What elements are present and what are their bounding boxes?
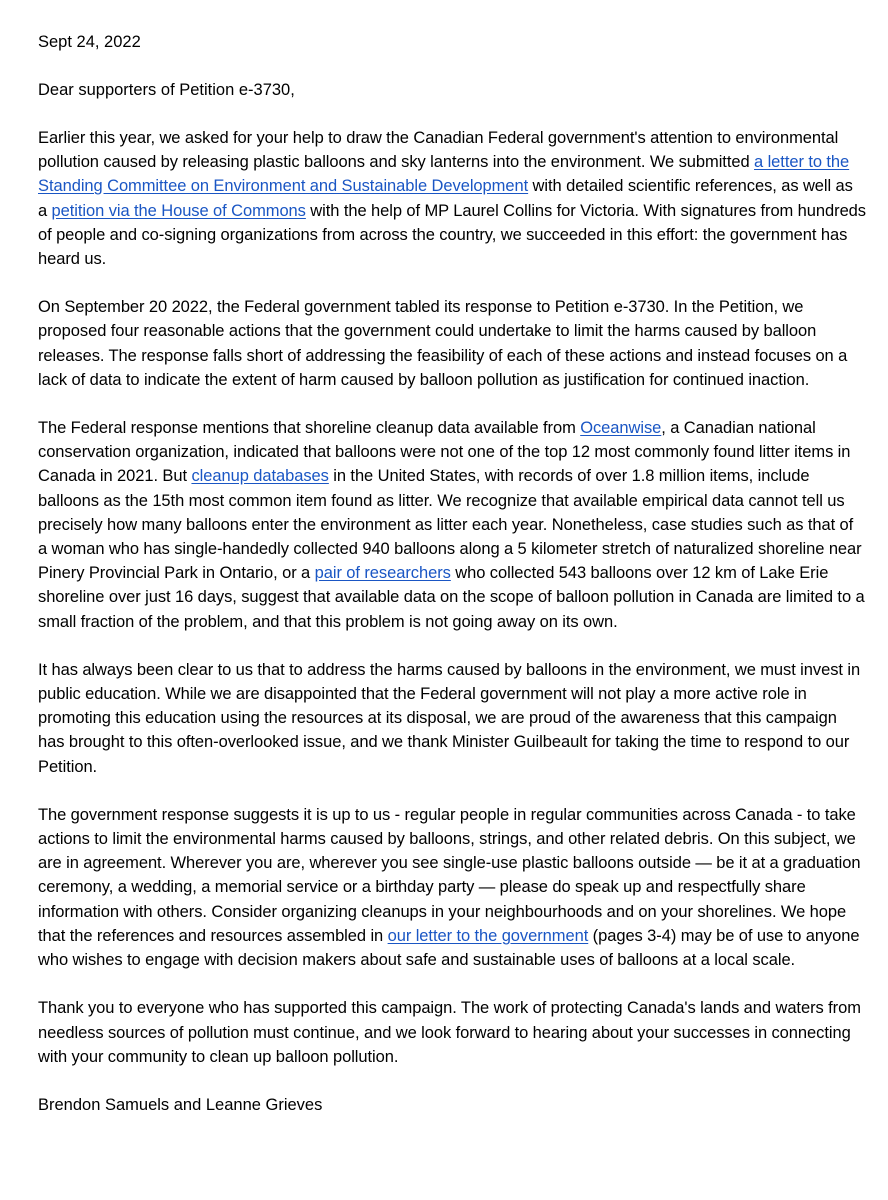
link-our-letter-to-the-government[interactable]: our letter to the government (387, 926, 589, 945)
paragraph-3 (38, 416, 866, 634)
paragraph-5-text-segment-2: (pages 3-4) may be of use to anyone who wishes to engage with decision makers about safe and sustainable uses of balloons at a local scale. (38, 926, 860, 970)
link-oceanwise[interactable]: Oceanwise (580, 419, 662, 438)
letter-salutation: Dear supporters of Petition e-3730, (38, 81, 295, 99)
link-petition-house-of-commons[interactable]: petition via the House of Commons (51, 201, 306, 220)
paragraph-3-text-segment-3: in the United States, with records of over 1.8 million items, include balloons as the 15th most common item found as litter. We recognize that available empirical data cannot tell us precisely how many balloons enter the environment as litter each year. Nonetheless, case studies such as that of a woman who has single-handedly collected 940 balloons along a 5 kilometer stretch of naturalized shoreline near Pinery Provincial Park in Ontario, or a (38, 467, 862, 583)
paragraph-3-text-segment-1: The Federal response mentions that shoreline cleanup data available from (38, 419, 581, 438)
paragraph-3-text-segment-2: , a Canadian national conservation organization, indicated that balloons were not one of the top 12 most commonly found litter items in Canada in 2021. But (38, 419, 851, 486)
paragraph-4-text: It has always been clear to us that to address the harms caused by balloons in the environment, we must invest in public education. While we are disappointed that the Federal government will not play a more active role in promoting this education using the resources at its disposal, we are proud of the awareness that this campaign has brought to this often-overlooked issue, and we thank Minister Guilbeault for taking the time to respond to our Petition. (38, 660, 861, 776)
paragraph-1-text-segment-3: with the help of MP Laurel Collins for Victoria. With signatures from hundreds of people and co-signing organizations from across the country, we succeeded in this effort: the government has heard us. (38, 201, 866, 269)
paragraph-1 (38, 126, 866, 271)
letter-date: Sept 24, 2022 (38, 33, 141, 51)
paragraph-6 (38, 996, 866, 1069)
paragraph-5-text-segment-1: The government response suggests it is up to us - regular people in regular communities across Canada - to take actions to limit the environmental harms caused by balloons, strings, and other related debris. On this subject, we are in agreement. Wherever you are, wherever you see single-use plastic balloons outside — be it at a graduation ceremony, a wedding, a memorial service or a birthday party — please do speak up and respectfully share information with others. Consider organizing cleanups in your neighbourhoods and on your shorelines. We hope that the references and resources assembled in (38, 805, 861, 945)
letter-signature: Brendon Samuels and Leanne Grieves (38, 1095, 323, 1114)
paragraph-5 (38, 803, 866, 972)
link-letter-to-standing-committee[interactable]: a letter to the Standing Committee on Environment and Sustainable Development (38, 153, 850, 196)
paragraph-2 (38, 295, 866, 392)
paragraph-6-text: Thank you to everyone who has supported this campaign. The work of protecting Canada's lands and waters from needless sources of pollution must continue, and we look forward to hearing about your successes in connecting with your community to clean up balloon pollution. (38, 999, 861, 1066)
paragraph-1-text-segment-1: Earlier this year, we asked for your help to draw the Canadian Federal government's attention to environmental pollution caused by releasing plastic balloons and sky lanterns into the environment. We submitted (38, 129, 839, 172)
paragraph-4 (38, 658, 866, 779)
link-pair-of-researchers[interactable]: pair of researchers (314, 564, 451, 583)
paragraph-2-text: On September 20 2022, the Federal government tabled its response to Petition e-3730. In the Petition, we proposed four reasonable actions that the government could undertake to limit the harms caused by balloon releases. The response falls short of addressing the feasibility of each of these actions and instead focuses on a lack of data to indicate the extent of harm caused by balloon pollution as justification for continued inaction. (38, 298, 848, 389)
link-cleanup-databases[interactable]: cleanup databases (191, 467, 329, 486)
paragraph-1-text-segment-2: with detailed scientific references, as well as a (38, 177, 853, 220)
paragraph-3-text-segment-4: who collected 543 balloons over 12 km of Lake Erie shoreline over just 16 days, suggest that available data on the scope of balloon pollution in Canada are limited to a small fraction of the problem, and that this problem is not going away on its own. (38, 564, 865, 631)
